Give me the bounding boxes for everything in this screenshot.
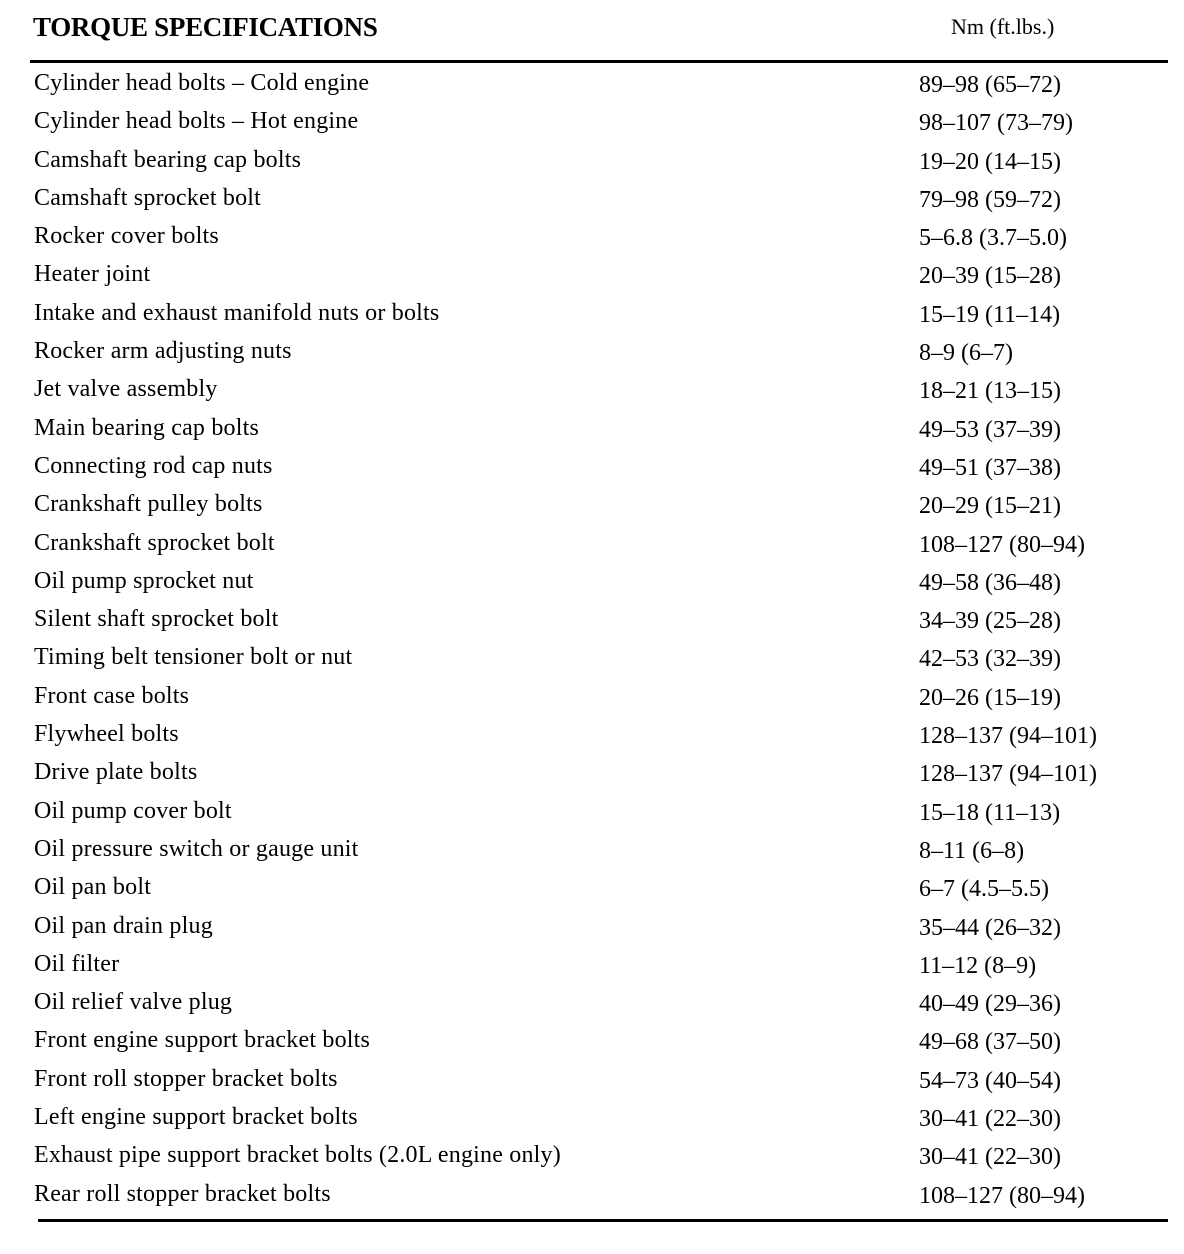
table-row [0,1139,1184,1177]
table-row [0,1063,1184,1101]
fastener-name: Main bearing cap bolts [34,414,260,441]
torque-value: 20–29 (15–21) [919,493,1061,520]
torque-value: 108–127 (80–94) [919,1182,1085,1209]
table-row [0,488,1184,526]
fastener-name: Front engine support bracket bolts [34,1027,371,1054]
torque-value: 42–53 (32–39) [919,646,1061,673]
footer-divider [38,1219,1168,1222]
fastener-name: Rocker arm adjusting nuts [34,338,292,365]
torque-value: 49–68 (37–50) [919,1029,1061,1056]
fastener-name: Front roll stopper bracket bolts [34,1065,338,1092]
table-row [0,1024,1184,1062]
table-row [0,948,1184,986]
table-row [0,220,1184,258]
fastener-name: Heater joint [34,261,151,288]
fastener-name: Oil pressure switch or gauge unit [34,835,359,862]
torque-value: 11–12 (8–9) [919,952,1037,979]
fastener-name: Oil pump cover bolt [34,797,232,824]
torque-value: 49–58 (36–48) [919,569,1061,596]
fastener-name: Oil pan drain plug [34,912,213,939]
torque-value: 49–51 (37–38) [919,454,1061,481]
table-title: TORQUE SPECIFICATIONS [33,12,378,42]
fastener-name: Rocker cover bolts [34,223,219,250]
torque-value: 19–20 (14–15) [919,148,1061,175]
table-row [0,1178,1184,1216]
fastener-name: Crankshaft sprocket bolt [34,529,275,556]
table-row [0,373,1184,411]
table-row [0,565,1184,603]
torque-value: 34–39 (25–28) [919,608,1061,635]
fastener-name: Jet valve assembly [34,376,218,403]
fastener-name: Front case bolts [34,682,190,709]
table-row [0,833,1184,871]
torque-value: 40–49 (29–36) [919,991,1061,1018]
table-row [0,718,1184,756]
torque-value: 128–137 (94–101) [919,761,1097,788]
table-row [0,641,1184,679]
torque-value: 54–73 (40–54) [919,1067,1061,1094]
table-row [0,105,1184,143]
table-row [0,258,1184,296]
torque-value: 8–11 (6–8) [919,837,1025,864]
table-row [0,910,1184,948]
table-row [0,297,1184,335]
torque-value: 49–53 (37–39) [919,416,1061,443]
fastener-name: Crankshaft pulley bolts [34,491,263,518]
unit-column-header: Nm (ft.lbs.) [951,14,1055,39]
torque-spec-list [0,67,1184,1216]
table-row [0,1101,1184,1139]
fastener-name: Oil relief valve plug [34,989,233,1016]
torque-value: 128–137 (94–101) [919,723,1097,750]
fastener-name: Cylinder head bolts – Hot engine [34,108,359,135]
table-row [0,412,1184,450]
fastener-name: Silent shaft sprocket bolt [34,606,279,633]
torque-value: 79–98 (59–72) [919,186,1061,213]
fastener-name: Cylinder head bolts – Cold engine [34,70,370,96]
torque-value: 30–41 (22–30) [919,1144,1061,1171]
fastener-name: Flywheel bolts [34,721,179,748]
torque-value: 89–98 (65–72) [919,72,1061,98]
torque-value: 18–21 (13–15) [919,378,1061,405]
table-row [0,450,1184,488]
fastener-name: Exhaust pipe support bracket bolts (2.0L engine only) [34,1142,561,1169]
table-row [0,871,1184,909]
torque-value: 6–7 (4.5–5.5) [919,876,1049,903]
torque-value: 20–26 (15–19) [919,684,1061,711]
table-row [0,527,1184,565]
torque-value: 5–6.8 (3.7–5.0) [919,225,1067,252]
table-row [0,182,1184,220]
fastener-name: Drive plate bolts [34,759,198,786]
fastener-name: Oil pump sprocket nut [34,567,254,594]
torque-value: 108–127 (80–94) [919,531,1085,558]
table-row [0,335,1184,373]
fastener-name: Intake and exhaust manifold nuts or bolts [34,299,440,326]
torque-value: 20–39 (15–28) [919,263,1061,290]
fastener-name: Connecting rod cap nuts [34,452,273,479]
fastener-name: Camshaft bearing cap bolts [34,146,302,173]
torque-value: 15–19 (11–14) [919,301,1061,328]
fastener-name: Oil filter [34,950,120,977]
fastener-name: Timing belt tensioner bolt or nut [34,644,353,671]
fastener-name: Oil pan bolt [34,874,152,901]
fastener-name: Camshaft sprocket bolt [34,184,262,211]
table-row [0,144,1184,182]
table-row [0,603,1184,641]
table-header [0,0,1184,62]
table-row [0,680,1184,718]
fastener-name: Rear roll stopper bracket bolts [34,1180,331,1207]
table-row [0,795,1184,833]
torque-value: 15–18 (11–13) [919,799,1061,826]
table-row [0,67,1184,105]
table-row [0,756,1184,794]
fastener-name: Left engine support bracket bolts [34,1104,358,1131]
torque-value: 98–107 (73–79) [919,110,1073,137]
torque-value: 30–41 (22–30) [919,1106,1061,1133]
torque-value: 8–9 (6–7) [919,340,1013,367]
header-divider [30,60,1168,63]
table-row [0,986,1184,1024]
torque-value: 35–44 (26–32) [919,914,1061,941]
